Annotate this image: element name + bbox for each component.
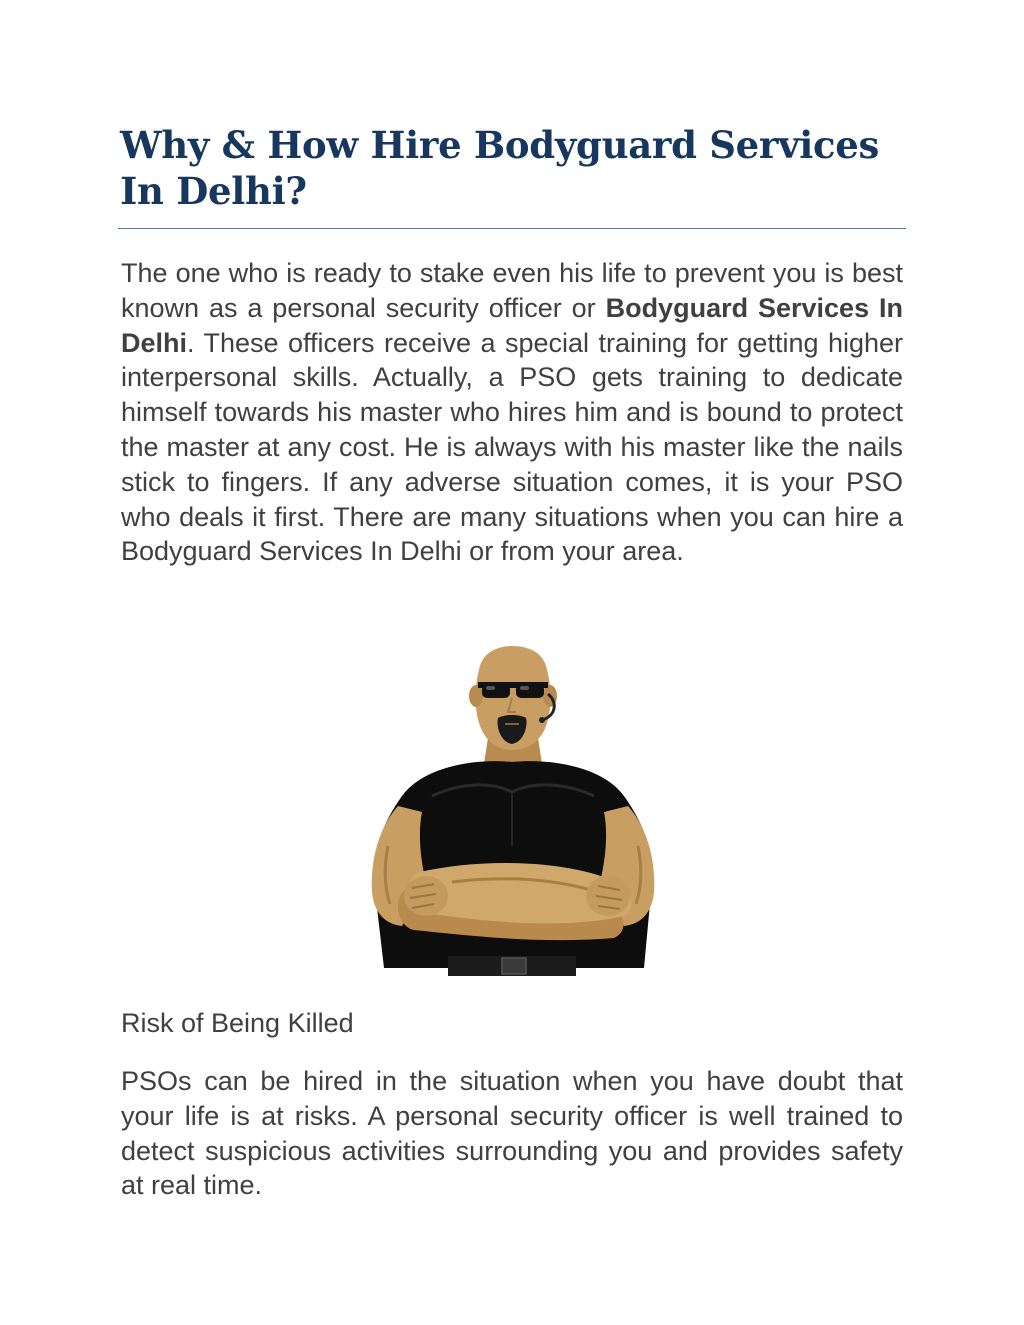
intro-bold-phrase: Bodyguard Services In Delhi: [121, 292, 903, 358]
risk-paragraph: PSOs can be hired in the situation when you have doubt that your life is at risks. A personal security officer is well trained to detect suspicious activities surrounding you and provides safety at real time.: [121, 1066, 903, 1201]
section-heading-risk: Risk of Being Killed: [121, 1008, 354, 1038]
bodyguard-illustration: [362, 646, 662, 982]
bodyguard-illustration-icon: [362, 646, 662, 982]
intro-paragraph: [121, 256, 903, 569]
intro-text-part2: . These officers receive a special training for getting higher interpersonal skills. Actually, a PSO gets training to dedicate himself towards his master who hires him and is bound to protect the master at any cost. He is always with his master like the nails stick to fingers. If any adverse situation comes, it is your PSO who deals it first. There are many situations when you can hire a Bodyguard Services In Delhi or from your area.: [121, 327, 903, 567]
document-title: Why & How Hire Bodyguard Services In Delhi?: [120, 123, 880, 213]
title-underline: [118, 228, 906, 229]
intro-text-part1: The one who is ready to stake even his life to prevent you is best known as a personal security officer or: [121, 258, 903, 323]
